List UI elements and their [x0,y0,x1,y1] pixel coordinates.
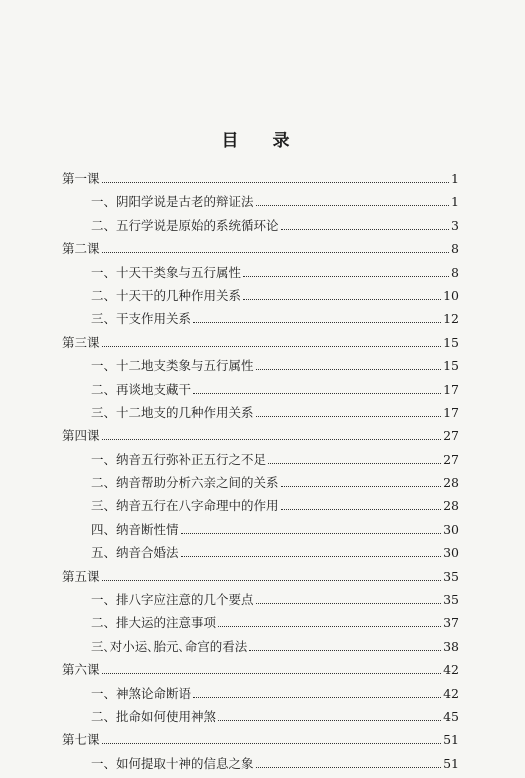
toc-page-number: 37 [443,615,459,631]
toc-entry-label: 第七课 [62,732,100,748]
toc-dot-leader [193,321,441,323]
toc-page-number: 15 [443,334,459,350]
toc-page-number: 15 [443,358,459,374]
toc-page-number: 17 [443,381,459,397]
toc-dot-leader [218,719,441,721]
toc-page-number: 28 [443,498,459,514]
toc-dot-leader [256,602,442,604]
toc-dot-leader [243,275,449,277]
toc-section-entry [62,261,459,284]
toc-dot-leader [281,485,442,487]
toc-page-number: 30 [443,521,459,537]
toc-dot-leader [181,532,442,534]
toc-entry-label: 一、阴阳学说是古老的辩证法 [91,194,254,210]
toc-entry-label: 三、干支作用关系 [91,311,192,327]
toc-dot-leader [102,438,442,440]
toc-entry-label: 一、如何提取十神的信息之象 [91,755,254,771]
toc-section-entry [62,284,459,307]
toc-entry-label: 三、纳音五行在八字命理中的作用 [91,498,279,514]
toc-entry-label: 二、排大运的注意事项 [91,615,217,631]
toc-page-number: 30 [443,545,459,561]
toc-entry-label: 第三课 [62,334,100,350]
toc-entry-label: 一、十二地支类象与五行属性 [91,358,254,374]
toc-section-entry [62,518,459,541]
table-of-contents [62,167,459,775]
toc-page-number: 1 [451,171,459,186]
toc-section-entry [62,471,459,494]
toc-entry-label: 二、十天干的几种作用关系 [91,287,242,303]
toc-entry-label: 一、排八字应注意的几个要点 [91,592,254,608]
toc-page-number: 35 [443,592,459,608]
toc-dot-leader [193,392,441,394]
toc-dot-leader [102,579,442,581]
toc-page-number: 42 [443,662,459,678]
toc-dot-leader [181,555,442,557]
toc-dot-leader [256,368,442,370]
toc-entry-label: 五、纳音合婚法 [91,545,179,561]
toc-page-number: 17 [443,404,459,420]
toc-section-entry [62,541,459,564]
toc-entry-label: 第六课 [62,662,100,678]
toc-chapter-entry [62,728,459,751]
toc-chapter-entry [62,424,459,447]
toc-dot-leader [249,649,441,651]
toc-section-entry [62,494,459,517]
toc-dot-leader [256,415,442,417]
toc-dot-leader [256,766,442,768]
toc-section-entry [62,401,459,424]
toc-section-entry [62,752,459,775]
toc-chapter-entry [62,167,459,190]
page-title: 目 录 [221,131,304,151]
toc-page-number: 42 [443,685,459,701]
toc-entry-label: 第四课 [62,428,100,444]
toc-dot-leader [102,345,442,347]
toc-dot-leader [281,228,449,230]
toc-section-entry [62,588,459,611]
toc-page-number: 45 [443,708,459,724]
toc-dot-leader [102,181,449,183]
toc-section-entry [62,307,459,330]
toc-page-number: 27 [443,451,459,467]
toc-page-number: 51 [443,732,459,748]
toc-dot-leader [281,508,442,510]
toc-page-number: 28 [443,475,459,491]
toc-section-entry [62,378,459,401]
toc-page-number: 27 [443,428,459,444]
toc-section-entry [62,635,459,658]
toc-section-entry [62,214,459,237]
toc-chapter-entry [62,237,459,260]
toc-entry-label: 二、批命如何使用神煞 [91,708,217,724]
toc-dot-leader [218,625,441,627]
toc-chapter-entry [62,331,459,354]
toc-entry-label: 二、纳音帮助分析六亲之间的关系 [91,475,279,491]
toc-page-number: 51 [443,755,459,771]
toc-entry-label: 二、五行学说是原始的系统循环论 [91,217,279,233]
toc-dot-leader [256,204,449,206]
toc-page-number: 8 [451,264,459,280]
toc-dot-leader [102,672,442,674]
toc-page-number: 12 [443,311,459,327]
toc-section-entry [62,354,459,377]
toc-section-entry [62,448,459,471]
toc-page-number: 35 [443,568,459,584]
toc-page-number: 8 [451,241,459,257]
toc-page-number: 38 [443,638,459,654]
toc-chapter-entry [62,565,459,588]
toc-entry-label: 四、纳音断性情 [91,521,179,537]
toc-entry-label: 一、纳音五行弥补正五行之不足 [91,451,267,467]
toc-entry-label: 三、十二地支的几种作用关系 [91,404,254,420]
toc-entry-label: 第五课 [62,568,100,584]
toc-entry-label: 第一课 [62,171,100,186]
toc-chapter-entry [62,658,459,681]
toc-entry-label: 二、再谈地支藏干 [91,381,192,397]
toc-entry-label: 一、神煞论命断语 [91,685,192,701]
toc-dot-leader [268,462,441,464]
toc-dot-leader [102,742,442,744]
toc-section-entry [62,190,459,213]
toc-entry-label: 三､对小运､胎元､命宫的看法 [91,638,248,654]
toc-page-number: 3 [451,217,459,233]
toc-dot-leader [243,298,441,300]
toc-entry-label: 一、十天干类象与五行属性 [91,264,242,280]
toc-page-number: 10 [443,287,459,303]
toc-section-entry [62,705,459,728]
toc-entry-label: 第二课 [62,241,100,257]
toc-page-number: 1 [451,194,459,210]
toc-dot-leader [193,696,441,698]
toc-dot-leader [102,251,449,253]
toc-section-entry [62,611,459,634]
toc-section-entry [62,682,459,705]
